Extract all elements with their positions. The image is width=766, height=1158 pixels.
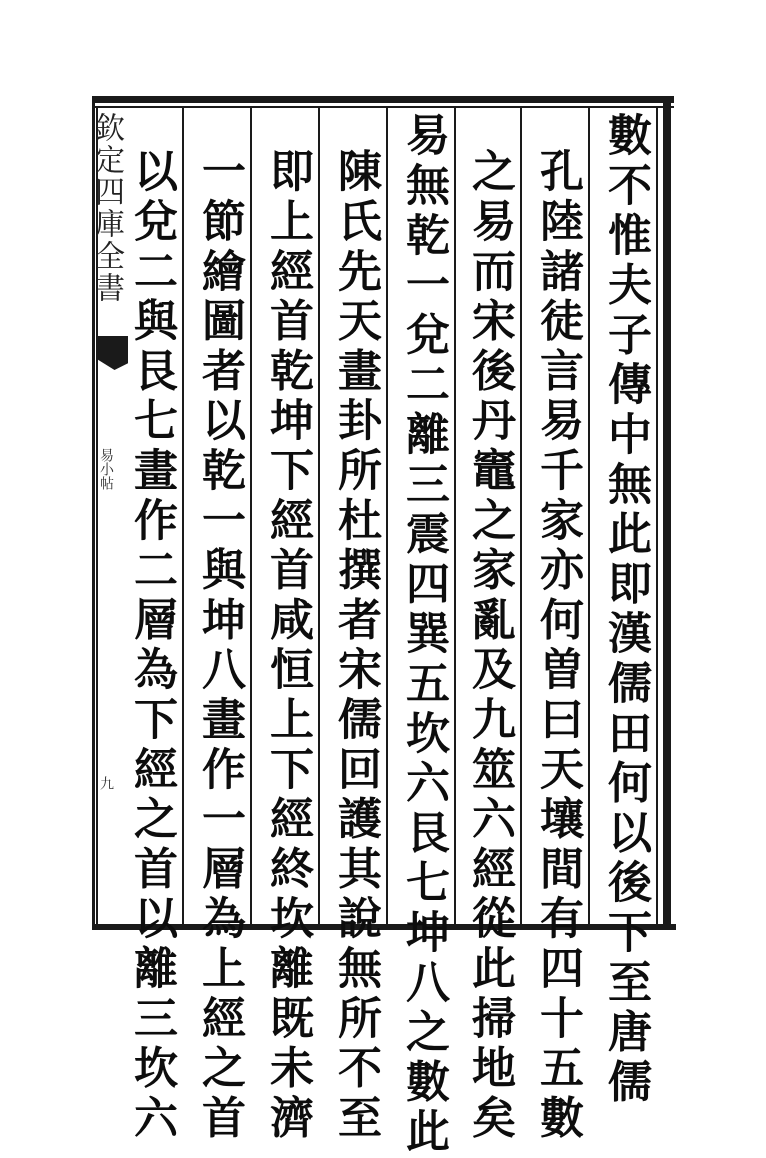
banxin-subtitle: 易小帖	[98, 448, 114, 490]
frame-top-border	[92, 96, 674, 103]
banxin-page-number: 九	[98, 776, 114, 790]
frame-top-inner-border	[92, 106, 674, 108]
text-column-1: 數不惟夫子傳中無此即漢儒田何以後下至唐儒	[600, 112, 651, 1108]
text-column-7: 一節繪圖者以乾一與坤八畫作一層為上經之首	[194, 148, 245, 1144]
text-column-8: 以兌二與艮七畫作二層為下經之首以離三坎六	[126, 148, 177, 1144]
text-column-2: 孔陸諸徒言易千家亦何曽曰天壤間有四十五數	[532, 148, 583, 1144]
text-column-4: 易無乾一兌二離三震四巽五坎六艮七坤八之數此	[398, 112, 449, 1158]
text-column-3: 之易而宋後丹竈之家亂及九筮六經從此掃地矣	[464, 148, 515, 1144]
text-column-6: 即上經首乾坤下經首咸恒上下經終坎離既未濟	[262, 148, 313, 1144]
text-column-5: 陳氏先天畫卦所杜撰者宋儒回護其說無所不至	[330, 148, 381, 1144]
frame-right-border	[663, 96, 671, 930]
banxin-book-title: 欽定四庫全書	[89, 112, 124, 304]
